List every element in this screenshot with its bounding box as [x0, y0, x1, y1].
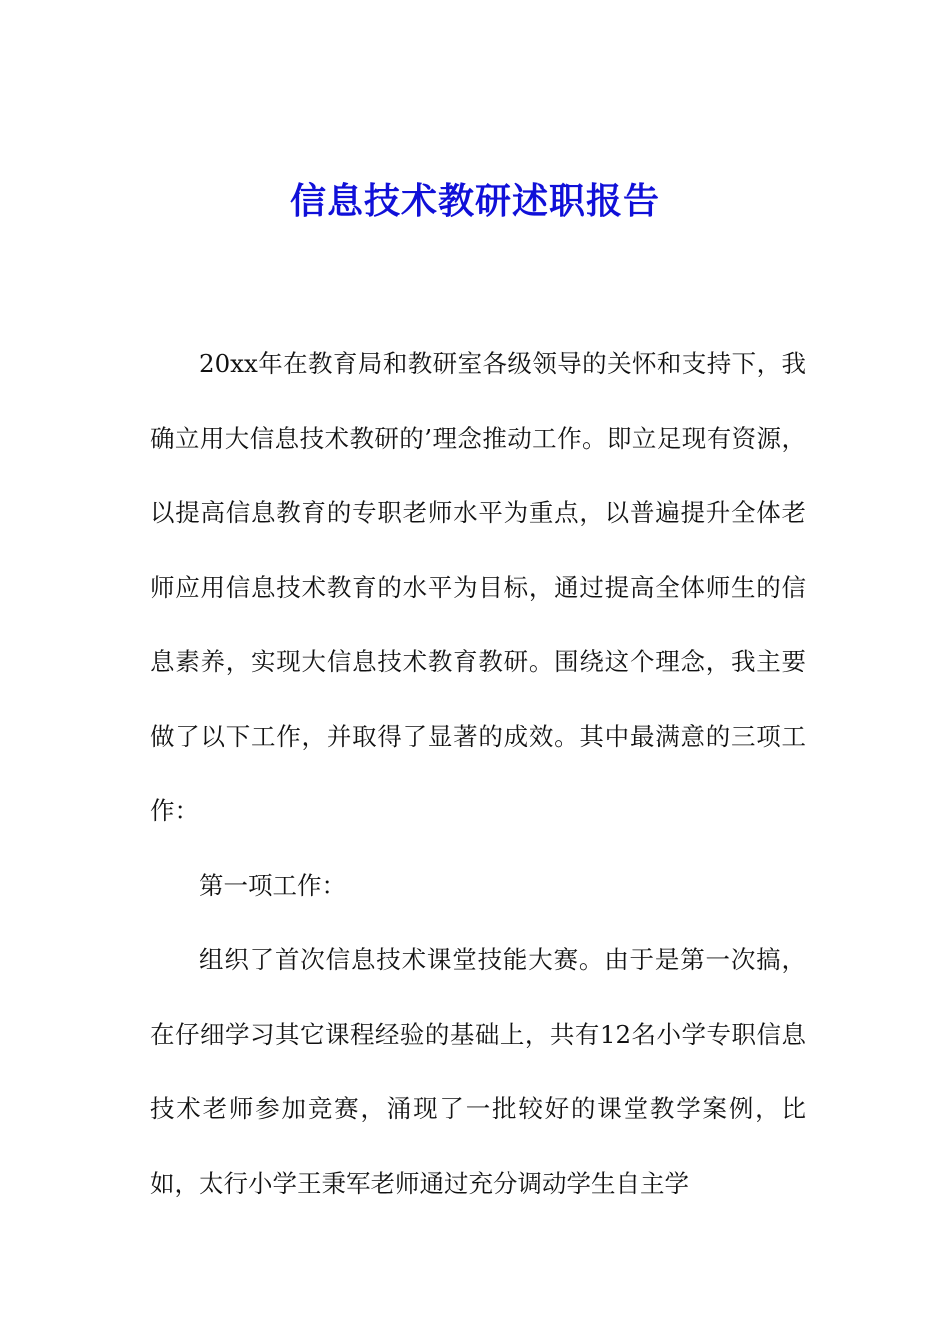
paragraph-first-item-detail: 组织了首次信息技术课堂技能大赛。由于是第一次搞，在仔细学习其它课程经验的基础上，共有12名小学专职信息技术老师参加竞赛，涌现了一批较好的课堂教学案例，比如，太行小学王秉军老师通过充分调动学生自主学 — [150, 945, 806, 1198]
document-title: 信息技术教研述职报告 — [289, 180, 660, 222]
paragraph-intro: 20xx年在教育局和教研室各级领导的关怀和支持下，我确立用大信息技术教研的’理念推动工作。即立足现有资源，以提高信息教育的专职老师水平为重点，以普遍提升全体老师应用信息技术教育的水平为目标，通过提高全体师生的信息素养，实现大信息技术教育教研。围绕这个理念，我主要做了以下工作，并取得了显著的成效。其中最满意的三项工作： — [150, 349, 806, 825]
document-body — [150, 327, 806, 1221]
paragraph-first-item-heading: 第一项工作： — [199, 870, 346, 900]
